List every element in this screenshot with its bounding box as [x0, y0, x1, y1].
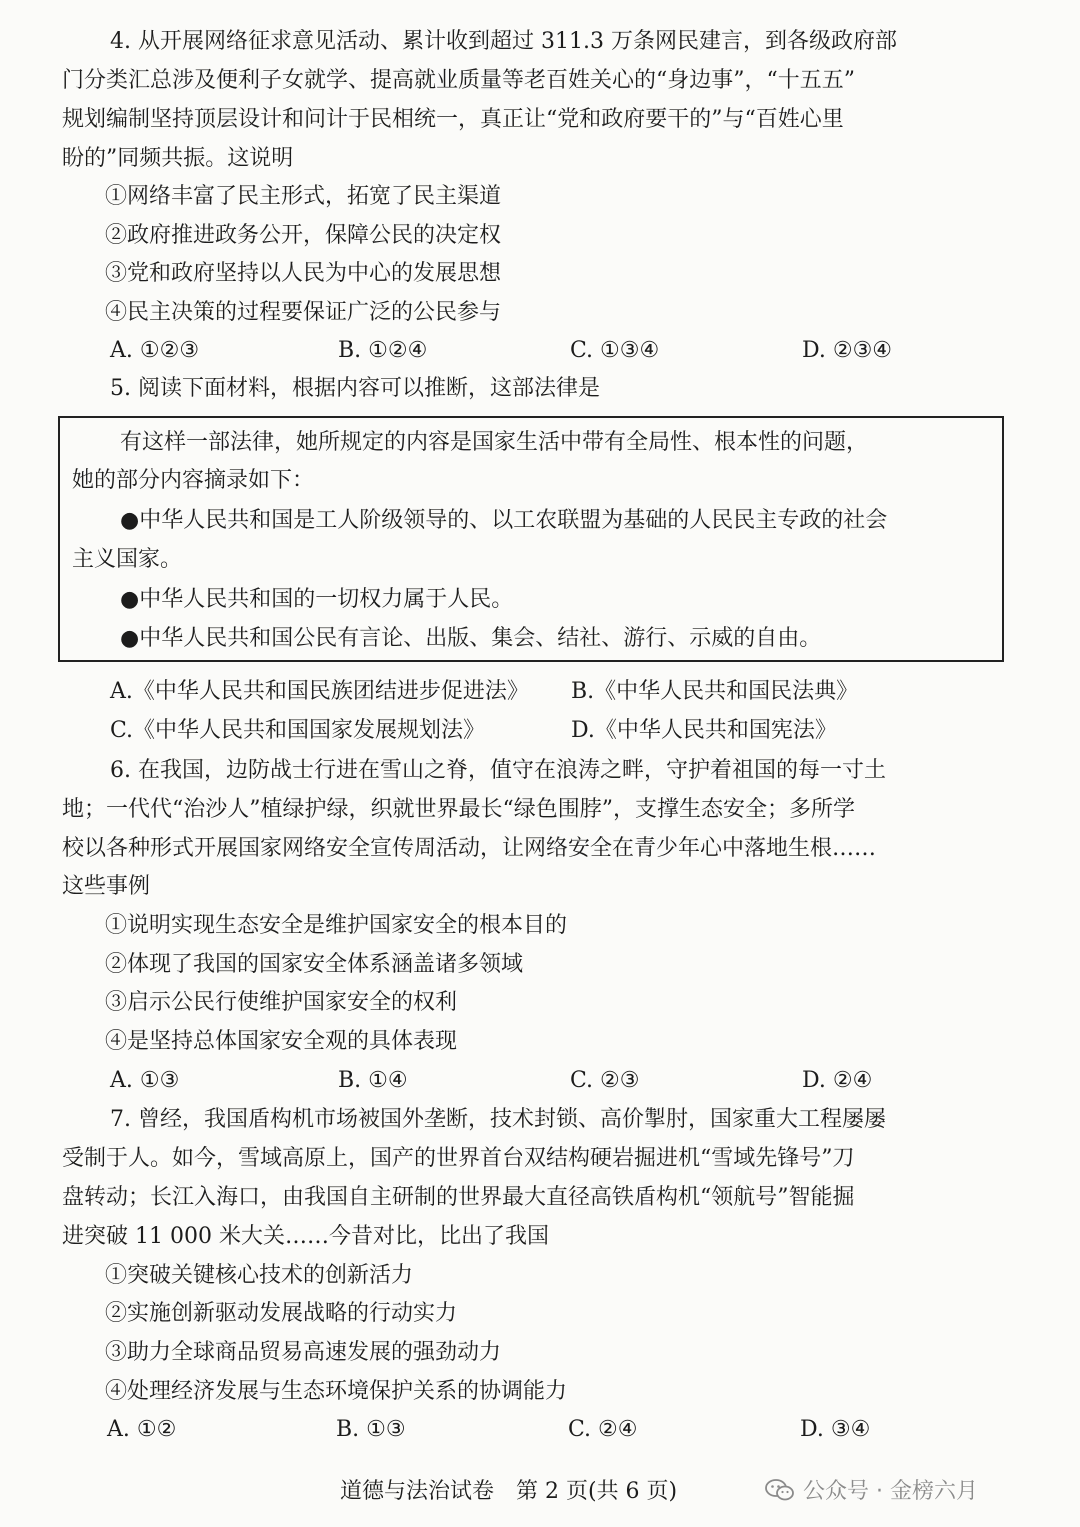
q7-line-4: 进突破 11 000 米大关……今昔对比，比出了我国 — [62, 1224, 549, 1249]
q6-line-3: 校以各种形式开展国家网络安全宣传周活动，让网络安全在青少年心中落地生根…… — [62, 836, 877, 861]
q6-option-4: ④是坚持总体国家安全观的具体表现 — [105, 1029, 458, 1054]
q5-choice-b: B.《中华人民共和国民法典》 — [571, 679, 859, 704]
q5-box-line-5: ●中华人民共和国的一切权力属于人民。 — [120, 587, 514, 612]
q7-choice-c: C. ②④ — [568, 1417, 638, 1442]
q4-option-1: ①网络丰富了民主形式，拓宽了民主渠道 — [105, 184, 502, 209]
q6-line-2: 地；一代代“治沙人”植绿护绿，织就世界最长“绿色围脖”，支撑生态安全；多所学 — [62, 797, 855, 822]
q7-option-4: ④处理经济发展与生态环境保护关系的协调能力 — [105, 1379, 568, 1404]
q7-choice-d: D. ③④ — [800, 1417, 871, 1442]
q5-box-line-3: ●中华人民共和国是工人阶级领导的、以工农联盟为基础的人民民主专政的社会 — [120, 508, 888, 533]
watermark — [765, 1477, 978, 1507]
q7-option-2: ②实施创新驱动发展战略的行动实力 — [105, 1301, 458, 1326]
q4-line-2: 门分类汇总涉及便利子女就学、提高就业质量等老百姓关心的“身边事”，“十五五” — [62, 68, 855, 93]
q6-choice-b: B. ①④ — [338, 1068, 408, 1093]
q5-box-line-4: 主义国家。 — [72, 547, 183, 572]
q7-line-1: 7. 曾经，我国盾构机市场被国外垄断，技术封锁、高价掣肘，国家重大工程屡屡 — [110, 1107, 886, 1132]
q4-option-2: ②政府推进政务公开，保障公民的决定权 — [105, 223, 502, 248]
q4-choice-c: C. ①③④ — [570, 338, 660, 363]
q5-choice-d: D.《中华人民共和国宪法》 — [571, 718, 837, 743]
q7-choice-b: B. ①③ — [336, 1417, 406, 1442]
q7-option-1: ①突破关键核心技术的创新活力 — [105, 1263, 414, 1288]
q4-line-4: 盼的”同频共振。这说明 — [62, 146, 294, 171]
q4-line-3: 规划编制坚持顶层设计和问计于民相统一，真正让“党和政府要干的”与“百姓心里 — [62, 107, 844, 132]
q5-stem: 5. 阅读下面材料，根据内容可以推断，这部法律是 — [110, 376, 600, 401]
page-number-text: 道德与法治试卷 第 2 页(共 6 页) — [340, 1479, 678, 1504]
q6-option-1: ①说明实现生态安全是维护国家安全的根本目的 — [105, 913, 568, 938]
q7-choice-a: A. ①② — [107, 1417, 177, 1442]
q6-option-2: ②体现了我国的国家安全体系涵盖诸多领域 — [105, 952, 524, 977]
q6-option-3: ③启示公民行使维护国家安全的权利 — [105, 990, 458, 1015]
q5-box-line-6: ●中华人民共和国公民有言论、出版、集会、结社、游行、示威的自由。 — [120, 626, 822, 651]
q5-choice-a: A.《中华人民共和国民族团结进步促进法》 — [110, 679, 529, 704]
q7-line-3: 盘转动；长江入海口，由我国自主研制的世界最大直径高铁盾构机“领航号”智能掘 — [62, 1185, 855, 1210]
q7-option-3: ③助力全球商品贸易高速发展的强劲动力 — [105, 1340, 502, 1365]
q5-box-line-1: 有这样一部法律，她所规定的内容是国家生活中带有全局性、根本性的问题， — [120, 430, 869, 455]
wechat-icon — [765, 1479, 795, 1501]
q4-line-1: 4. 从开展网络征求意见活动、累计收到超过 311.3 万条网民建言，到各级政府部 — [110, 29, 897, 54]
q5-choice-c: C.《中华人民共和国国家发展规划法》 — [110, 718, 486, 743]
q5-box-line-2: 她的部分内容摘录如下： — [72, 468, 315, 493]
q4-choice-b: B. ①②④ — [338, 338, 428, 363]
q6-choice-a: A. ①③ — [110, 1068, 180, 1093]
q4-choice-a: A. ①②③ — [110, 338, 200, 363]
q6-line-1: 6. 在我国，边防战士行进在雪山之脊，值守在浪涛之畔，守护着祖国的每一寸土 — [110, 758, 886, 783]
q4-option-3: ③党和政府坚持以人民为中心的发展思想 — [105, 261, 502, 286]
q6-choice-c: C. ②③ — [570, 1068, 640, 1093]
q4-choice-d: D. ②③④ — [802, 338, 893, 363]
watermark-text: 公众号 · 金榜六月 — [803, 1479, 978, 1504]
q4-option-4: ④民主决策的过程要保证广泛的公民参与 — [105, 300, 502, 325]
q6-line-4: 这些事例 — [62, 874, 151, 899]
q6-choice-d: D. ②④ — [802, 1068, 873, 1093]
q7-line-2: 受制于人。如今，雪域高原上，国产的世界首台双结构硬岩掘进机“雪域先锋号”刀 — [62, 1146, 855, 1171]
